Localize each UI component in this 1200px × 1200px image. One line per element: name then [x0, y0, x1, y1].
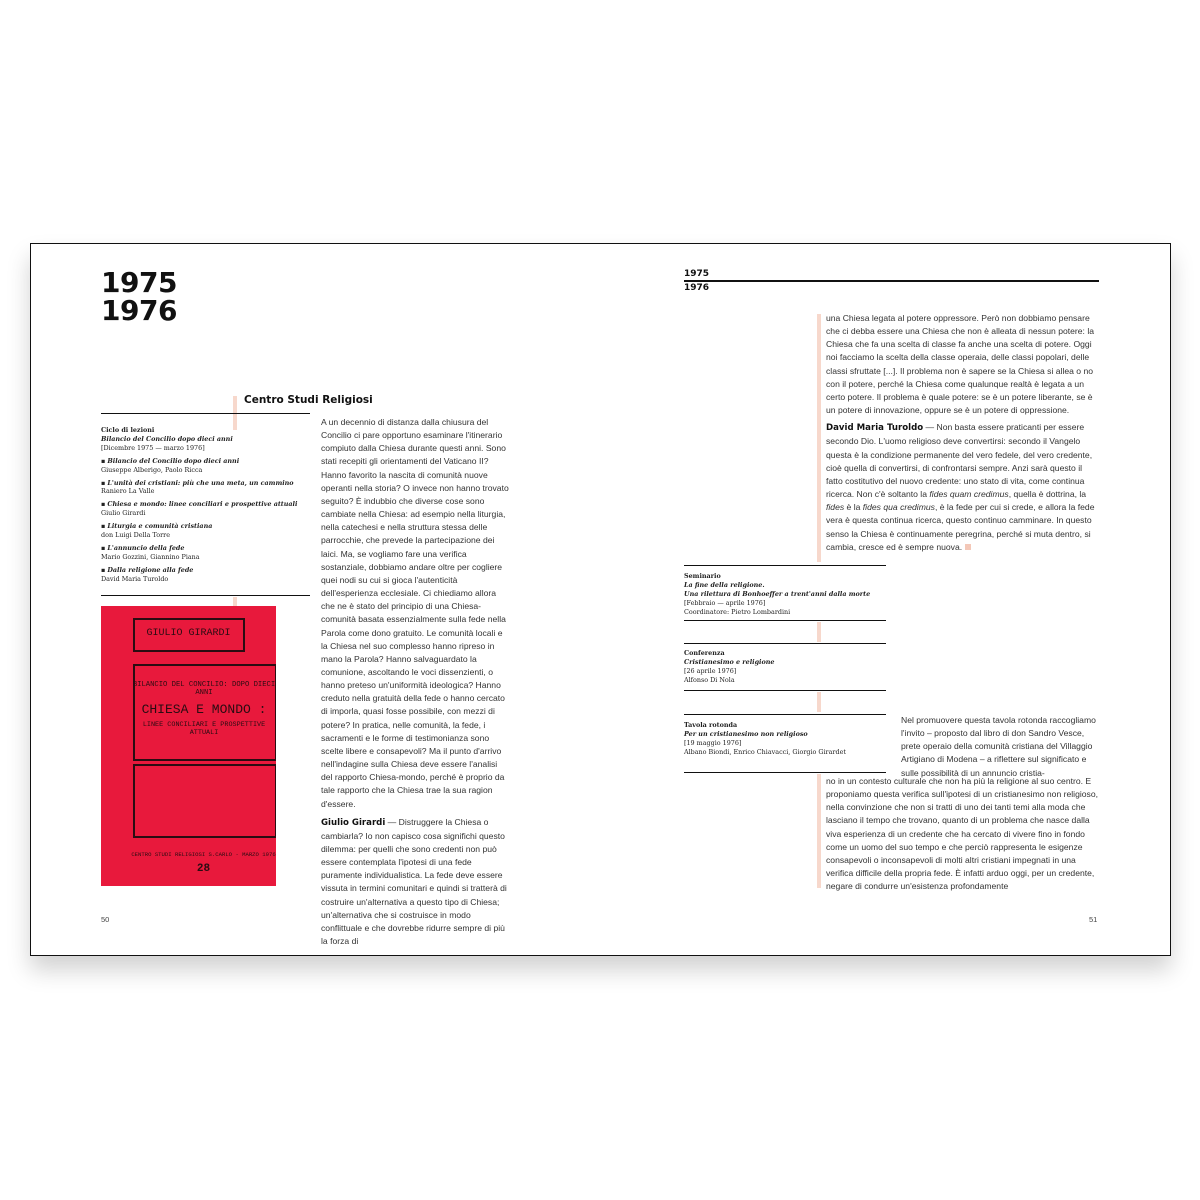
event-title: Cristianesimo e religione	[684, 657, 775, 666]
event-people: Coordinatore: Pietro Lombardini	[684, 607, 791, 616]
event-date: [19 maggio 1976]	[684, 738, 742, 747]
year-top: 1975	[101, 266, 177, 299]
event-rule-3	[684, 643, 886, 644]
left-paragraph-2: Giulio Girardi — Distruggere la Chiesa o cambiarla? Io non capisco cosa significhi questo dilemma: per quelli che sono credenti non può essere contemplata l'ipotesi di una fede puramente individualistica. La fede deve essere vissuta in termini comunitari e quindi si tratterà di costruire un'alternativa a questo tipo di Chiesa; un'alternativa che si costruisce in modo conflittuale e che dovrebbe ridurre sempre di più la forza di	[321, 816, 507, 947]
event-rule-5	[684, 714, 886, 715]
event-rule-2	[684, 620, 886, 621]
event-rule-4	[684, 690, 886, 691]
section-title: Centro Studi Religiosi	[244, 394, 373, 406]
speaker-name: David Maria Turoldo	[826, 423, 924, 434]
running-header-rule	[684, 280, 1099, 282]
poster-image-box	[133, 764, 276, 838]
timeline-line-4	[817, 774, 821, 888]
timeline-line-2	[817, 622, 821, 642]
right-body-text-top	[826, 312, 1098, 554]
book-spread	[30, 243, 1171, 956]
sidebar-title: Bilancio del Concilio dopo dieci anni	[101, 434, 233, 443]
right-body-text-mid	[901, 714, 1098, 780]
lecture-item: ▪ L'annuncio della fede Mario Gozzini, Giannino Piana	[101, 543, 200, 561]
timeline-line-3	[817, 692, 821, 712]
left-body-text	[321, 416, 509, 948]
poster-footer: CENTRO STUDI RELIGIOSI S.CARLO · MARZO 1976	[131, 851, 276, 858]
poster-series: BILANCIO DEL CONCILIO: DOPO DIECI ANNI	[132, 681, 276, 697]
event-title: Per un cristianesimo non religioso	[684, 729, 808, 738]
event-type: Seminario	[684, 572, 721, 580]
lecture-item: ▪ Liturgia e comunità cristiana don Luigi Della Torre	[101, 522, 213, 540]
running-year-bottom: 1976	[684, 283, 710, 293]
event-date: [Febbraio — aprile 1976]	[684, 598, 766, 607]
event-rule-6	[684, 772, 886, 773]
event-title: La fine della religione.	[684, 580, 765, 589]
event-type: Conferenza	[684, 649, 725, 657]
timeline-line-1	[817, 314, 821, 562]
poster-image	[101, 606, 276, 886]
right-paragraph-3a: Nel promuovere questa tavola rotonda raccogliamo l'invito – proposto dal libro di don Sandro Vesce, prete operaio della comunità cristiana del Villaggio Artigiano di Modena – a riflettere sul significato e sulle possibilità di un annuncio cristia-	[901, 715, 1096, 778]
sidebar-type: Ciclo di lezioni	[101, 426, 155, 434]
lecture-item: ▪ L'unità dei cristiani: più che una meta, un cammino Raniero La Valle	[101, 478, 294, 496]
year-heading	[101, 266, 177, 327]
event-people: Albano Biondi, Enrico Chiavacci, Giorgio Girardet	[684, 747, 846, 756]
right-body-text-bottom	[826, 775, 1098, 893]
poster-number: 28	[196, 863, 211, 875]
sidebar-bottom-rule	[101, 595, 310, 596]
poster-subtitle: LINEE CONCILIARI E PROSPETTIVE ATTUALI	[142, 721, 266, 737]
lecture-item: ▪ Dalla religione alla fede David Maria Turoldo	[101, 565, 194, 583]
event-conferenza	[684, 649, 889, 685]
right-paragraph-3b: no in un contesto culturale che non ha più la religione al suo centro. E proponiamo questa verifica sull'ipotesi di un cristianesimo non religioso, nella convinzione che non si tratti di uno dei tanti temi alla moda che lasciano il tempo che trovano, quanto di un problema che nasce dalla viva esperienza di un credente che ha cercato di vivere fino in fondo come un uomo del suo tempo e che perciò rappresenta le esigenze consapevoli o inconsapevoli di molti altri cristiani impegnati in una verifica difficile della propria fede. È infatti arduo oggi, per un credente, negare di condurre un'esistenza profondamente	[826, 776, 1099, 892]
event-people: Alfonso Di Nola	[684, 675, 735, 684]
left-paragraph-1: A un decennio di distanza dalla chiusura del Concilio ci pare opportuno esaminare l'itinerario compiuto dalla Chiesa durante questi anni. Sono stati recepiti gli orientamenti del Vaticano II? Hanno favorito la nascita di comunità nuove operanti nella storia? O invece non hanno trovato seguito? È indubbio che diverse cose sono cambiate nella Chiesa: ad esempio nella liturgia, nella catechesi e nella struttura stessa delle parrocchie, che prevede la partecipazione dei laici. Ma, se vogliamo fare una verifica sostanziale, dobbiamo andare oltre per cogliere quei nodi su cui si gioca l'autenticità dell'esperienza ecclesiale. Ci chiediamo allora che ne è stato del principio di una Chiesa-comunità basata essenzialmente sulla fede nella Parola come dono gratuito. Le comunità locali e la Chiesa nel suo complesso hanno ripreso in mano la Parola? Hanno salvaguardato la comunione, ascoltando le voci dissenzienti, o hanno preteso un'uniformità ideologica? Hanno creduto nella gratuità della fede o hanno cercato di imporla, quasi fosse possibile, con mezzi di potere? In pratica, nelle comunità, la fede, i sacramenti e le forme di testimonianza sono scelte libere e consapevoli? Ma il punto d'arrivo nell'indagine sulla Chiesa deve essere l'analisi del rapporto Chiesa-mondo, perché è proprio da tale rapporto che la Chiesa trae la sua ragion d'essere.	[321, 417, 509, 809]
event-tavola-rotonda	[684, 721, 889, 757]
event-date: [26 aprile 1976]	[684, 666, 737, 675]
right-paragraph-2: David Maria Turoldo — Non basta essere praticanti per essere secondo Dio. L'uomo religioso deve convertirsi: secondo il Vangelo questa è la condizione permanente del vero fedele, del vero credente, cioè quella di convertirsi, di confrontarsi sempre. Anzi sarà questo il fatto costitutivo del nuovo credente: uno stato di vita, come continua ricerca. Non c'è soltanto la fides quam credimus, quella è dottrina, la fides è la fides qua credimus, è la fede per cui si crede, e allora la fede vera è questa continua ricerca, questo continuo camminare. In questo senso la Chiesa è continuamente peregrina, perché si muta dentro, si cambia, cresce ed è sempre nuova.	[826, 422, 1095, 552]
poster-author: GIULIO GIRARDI	[146, 628, 231, 639]
running-year-top: 1975	[684, 269, 710, 279]
lecture-sidebar	[101, 426, 301, 584]
section-rule-left	[101, 413, 310, 414]
speaker-name: Giulio Girardi	[321, 817, 386, 828]
year-bottom: 1976	[101, 294, 177, 327]
page-number-left: 50	[101, 915, 110, 924]
right-paragraph-1: una Chiesa legata al potere oppressore. Però non dobbiamo pensare che ci debba essere una Chiesa che non è alleata di nessun potere: la Chiesa che fa una scelta di classe fa anche una scelta di potere. Oggi noi facciamo la scelta della classe operaia, delle classi popolari, delle classi sfruttate [...]. Il problema non è sapere se la Chiesa si allea o no con il potere, perché la Chiesa come qualunque realtà è legata a un certo potere. Il problema è quale potere: se è un potere liberante, se è un potere di innovazione, oppure se è un potere di oppressione.	[826, 313, 1095, 416]
page-number-right: 51	[1089, 915, 1098, 924]
event-seminario	[684, 572, 889, 617]
event-rule-1	[684, 565, 886, 566]
event-type: Tavola rotonda	[684, 721, 738, 729]
sidebar-date: [Dicembre 1975 — marzo 1976]	[101, 443, 205, 452]
lecture-item: ▪ Bilancio del Concilio dopo dieci anni Giuseppe Alberigo, Paolo Ricca	[101, 456, 240, 474]
lecture-item: ▪ Chiesa e mondo: linee conciliari e prospettive attuali Giulio Girardi	[101, 500, 298, 518]
event-subtitle: Una rilettura di Bonhoeffer a trent'anni dalla morte	[684, 589, 871, 598]
poster-title: CHIESA E MONDO :	[141, 702, 267, 717]
end-mark	[965, 544, 971, 550]
